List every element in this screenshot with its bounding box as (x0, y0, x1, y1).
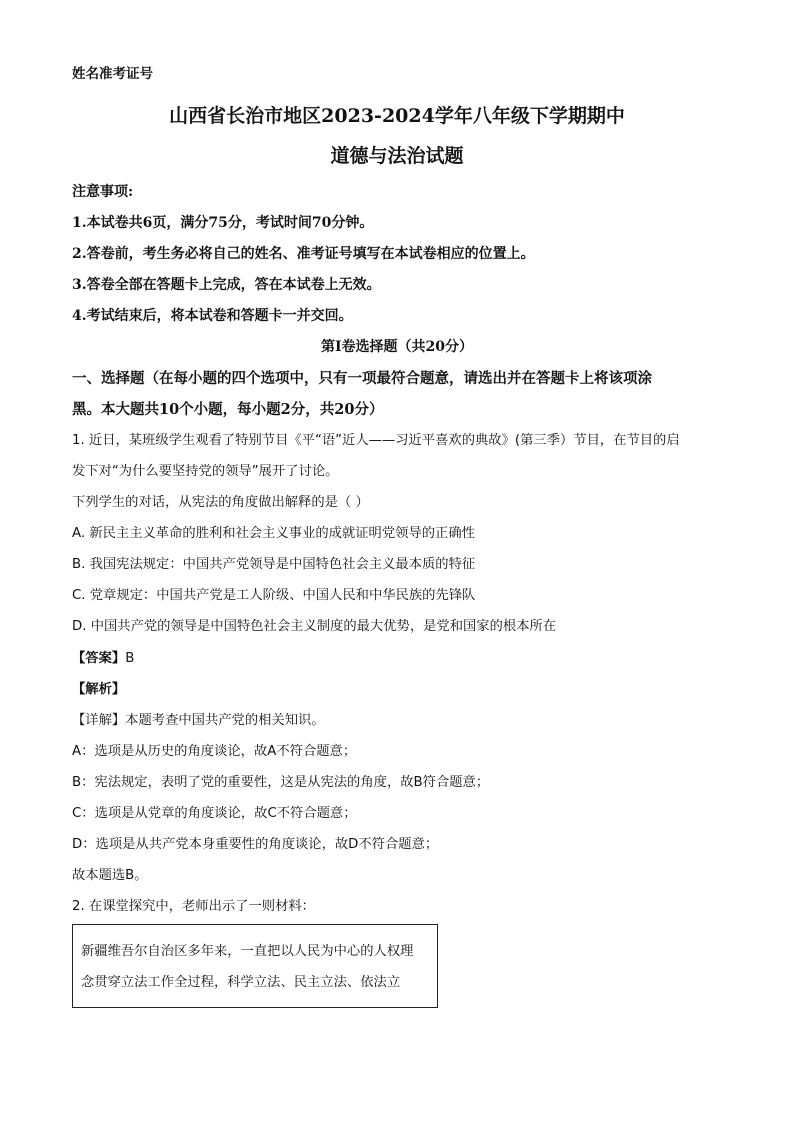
answer-tag: 【答案】 (72, 651, 126, 666)
answer-value: B (125, 651, 135, 666)
section-instructions-cont: 黑。本大题共10个小题，每小题2分，共20分） (72, 401, 384, 418)
notes-heading: 注意事项: (72, 184, 134, 200)
question-1-prompt: 下列学生的对话，从宪法的角度做出解释的是（ ） (72, 495, 369, 510)
candidate-info: 姓名准考证号 (72, 66, 153, 82)
detail-line: 【详解】本题考查中国共产党的相关知识。 (72, 713, 325, 728)
explanation-d: D：选项是从共产党本身重要性的角度谈论，故D不符合题意； (72, 837, 439, 852)
part-title: 第Ⅰ卷选择题（共20分） (320, 339, 474, 355)
note-item: 2.答卷前，考生务必将自己的姓名、准考证号填写在本试卷相应的位置上。 (72, 246, 535, 262)
analysis-tag: 【解析】 (72, 682, 126, 697)
exam-subtitle: 道德与法治试题 (330, 145, 464, 167)
option-a: A. 新民主主义革命的胜利和社会主义事业的成就证明党领导的正确性 (72, 526, 475, 541)
note-item: 1.本试卷共6页，满分75分，考试时间70分钟。 (72, 215, 374, 231)
option-b: B. 我国宪法规定：中国共产党领导是中国特色社会主义最本质的特征 (72, 557, 476, 572)
note-item: 4.考试结束后，将本试卷和答题卡一并交回。 (72, 308, 353, 324)
question-1-stem: 1. 近日，某班级学生观看了特别节目《平“语”近人——习近平喜欢的典故》(第三季）节目，在节目的启 (72, 433, 680, 448)
exam-title: 山西省长治市地区2023-2024学年八年级下学期期中 (169, 105, 625, 127)
answer-line (72, 649, 134, 669)
explanation-a: A：选项是从历史的角度谈论，故A不符合题意； (72, 744, 357, 759)
explanation-c: C：选项是从党章的角度谈论，故C不符合题意； (72, 806, 357, 821)
option-c: C. 党章规定：中国共产党是工人阶级、中国人民和中华民族的先锋队 (72, 588, 476, 603)
question-2-stem: 2. 在课堂探究中，老师出示了一则材料： (72, 899, 315, 914)
note-item: 3.答卷全部在答题卡上完成，答在本试卷上无效。 (72, 277, 381, 293)
section-instructions: 一、选择题（在每小题的四个选项中，只有一项最符合题意，请选出并在答题卡上将该项涂 (72, 370, 652, 387)
explanation-b: B：宪法规定，表明了党的重要性，这是从宪法的角度，故B符合题意； (72, 775, 490, 790)
material-box (72, 924, 438, 1008)
conclusion: 故本题选B。 (72, 868, 148, 883)
material-text: 新疆维吾尔自治区多年来，一直把以人民为中心的人权理 (81, 944, 414, 959)
material-text-cont: 念贯穿立法工作全过程，科学立法、民主立法、依法立 (81, 975, 401, 990)
question-1-stem-cont: 发下对“为什么要坚持党的领导”展开了讨论。 (72, 464, 339, 479)
option-d: D. 中国共产党的领导是中国特色社会主义制度的最大优势，是党和国家的根本所在 (72, 619, 557, 634)
